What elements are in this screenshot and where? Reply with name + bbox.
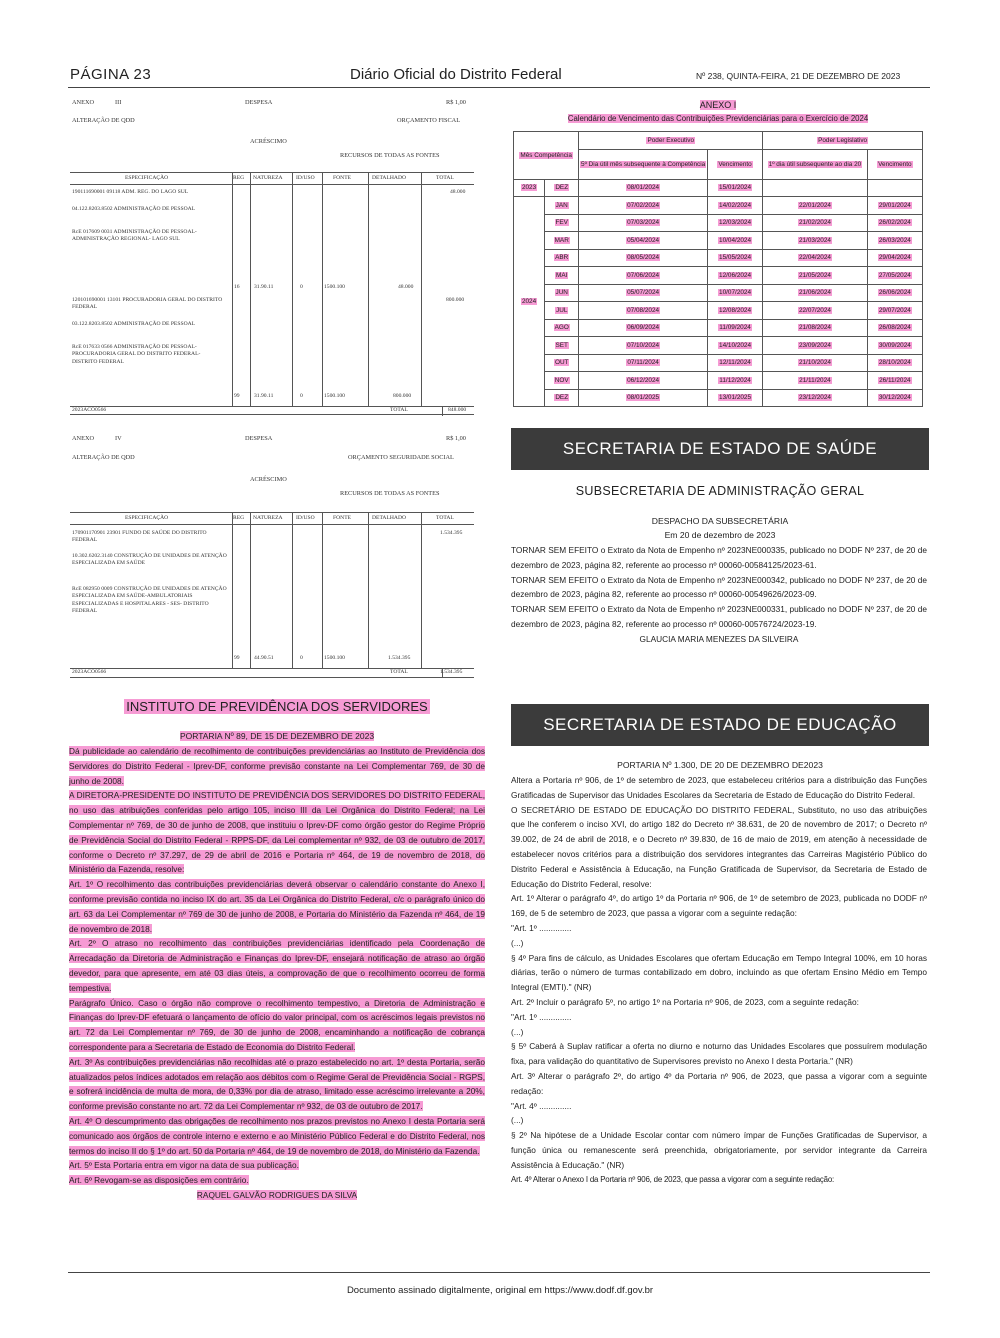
annex4-orcamento: ORÇAMENTO SEGURIDADE SOCIAL [348, 454, 454, 461]
instituto-heading: INSTITUTO DE PREVIDÊNCIA DOS SERVIDORES [126, 699, 428, 714]
annex4-iduso: 0 [300, 655, 303, 661]
annex4-top-total: 1.534.395 [440, 530, 463, 536]
annex3-natureza: 31.90.11 [254, 284, 274, 290]
instituto-paragraph: Art. 6º Revogam-se as disposições em contrário. [69, 1175, 249, 1186]
instituto-body [69, 744, 485, 1203]
page-number: PÁGINA 23 [70, 66, 152, 83]
annex3-orcamento: ORÇAMENTO FISCAL [397, 117, 461, 124]
educacao-paragraph: § 4º Para fins de cálculo, as Unidades Escolares que ofertam Educação em Tempo Integral 100%, em 10 horas diárias, terão o número de turmas contabilizado em dobro, incluindo as que ofertam Ensino Médio em Tempo Integral (EMTI)." (NR) [511, 952, 927, 993]
instituto-paragraph: Art. 4º O descumprimento das obrigações de recolhimento nos prazos previstos no Anexo I desta Portaria será comunicado aos órgãos de controle interno e externo e ao Ministério Público Federal e do Distrito Federal, nos termos do inciso II do § 1º do art. 50 da Portaria nº 464, de 19 de novembro de 2018, do Ministério da Fazenda. [69, 1115, 485, 1156]
annex3-total1: 48.000 [450, 189, 466, 195]
educacao-paragraph: Art. 1º Alterar o parágrafo 4º, do artigo 1º da Portaria nº 906, de 1º de setembro de 2023, publicada no DODF nº 169, de 5 de setembro de 2023, que passa a vigorar com a seguinte redação: [511, 893, 927, 919]
table-row: FEV 07/03/2024 12/03/2024 21/02/2024 26/02/2024 [514, 214, 923, 232]
educacao-paragraph: (...) [511, 1115, 524, 1126]
anexo-i-title-wrap [512, 100, 924, 110]
annex3-anexo: ANEXO [72, 99, 95, 106]
h-mes: Mês Competência [514, 132, 579, 180]
table-row: ABR 08/05/2024 15/05/2024 22/04/2024 29/04/2024 [514, 249, 923, 267]
h-leg-dia: 1º dia útil subsequente ao dia 20 [763, 149, 868, 179]
col-especificacao: ESPECIFICAÇÃO [125, 515, 169, 521]
annex4-despesa: DESPESA [245, 435, 273, 442]
col-detalhado: DETALHADO [372, 515, 407, 521]
annex3-acrescimo: ACRÉSCIMO [250, 138, 287, 145]
annex4-line: 170901170901 23901 FUNDO DE SAÚDE DO DISTRITO FEDERAL [72, 530, 207, 544]
annex4-detalhado: 1.534.395 [388, 655, 411, 661]
instituto-paragraph: Dá publicidade ao calendário de recolhimento de contribuições previdenciárias ao Instituto de Previdência dos Servidores do Distrito Federal - Iprev-DF, conforme previsão constante na Lei Complementar 769, de 30 de junho de 2008. [69, 746, 485, 786]
col-total: TOTAL [436, 515, 454, 521]
saude-body [511, 543, 927, 647]
annex3-fonte: 1500.100 [324, 284, 345, 290]
h-exec: Poder Executivo [579, 132, 763, 150]
annex3-total-label: TOTAL [390, 407, 408, 413]
col-total: TOTAL [436, 175, 454, 181]
annex4-line: RcE 082950 0009 CONSTRUÇÃO DE UNIDADES DE ATENÇÃO ESPECIALIZADA EM SAÚDE-AMBULATORIAIS ESPECIALIZADAS E HOSPITALARES - SES- DISTRITO FEDERAL [72, 586, 227, 615]
col-iduso: ID/USO [296, 175, 315, 181]
table-row: OUT 07/11/2024 12/11/2024 21/10/2024 28/10/2024 [514, 354, 923, 372]
anexo-i-subtitle: Calendário de Vencimento das Contribuições Previdenciárias para o Exercício de 2024 [567, 114, 869, 123]
col-fonte: FONTE [333, 515, 352, 521]
annex3-line: 120101690001 13101 PROCURADORIA GERAL DO DISTRITO FEDERAL [72, 297, 223, 311]
saude-despacho: DESPACHO DA SUBSECRETÁRIA [651, 516, 789, 526]
table-row: MAR 05/04/2024 10/04/2024 21/03/2024 26/03/2024 [514, 232, 923, 250]
educacao-body [511, 773, 927, 1187]
annex3-line: 03.122.8203.8502 ADMINISTRAÇÃO DE PESSOAL [72, 321, 196, 327]
footer-text: Documento assinado digitalmente, original em https://www.dodf.df.gov.br [346, 1285, 654, 1296]
educacao-paragraph: "Art. 1º .............. [511, 922, 572, 933]
annex3-num: III [115, 99, 122, 106]
annex4-natureza: 44.90.51 [254, 655, 274, 661]
instituto-paragraph: Parágrafo Único. Caso o órgão não comprove o recolhimento tempestivo, a Diretoria de Administração e Finanças do Iprev-DF efetuará o lançamento de ofício do valor principal, com os acréscimos legais previstos no art. 72 da Lei Complementar nº 769, de 30 de junho de 2008, encaminhando a notificação de cobrança correspondente para a Secretaria de Estado de Economia do Distrito Federal. [69, 997, 485, 1052]
annex3-detalhado: 48.000 [398, 284, 414, 290]
annex3-line: RcE 017633 0566 ADMINISTRAÇÃO DE PESSOAL- PROCURADORIA GERAL DO DISTRITO FEDERAL- DISTRITO FEDERAL [72, 344, 201, 365]
table-row: DEZ 08/01/2025 13/01/2025 23/12/2024 30/12/2024 [514, 389, 923, 407]
annex3-recursos: RECURSOS DE TODAS AS FONTES [340, 152, 440, 159]
h-venc2: Vencimento [867, 149, 922, 179]
col-fonte: FONTE [333, 175, 352, 181]
annex4-ref: 2023ACO0566 [72, 669, 107, 675]
educacao-paragraph: § 5º Caberá à Suplav ratificar a oferta no diurno e noturno das Unidades Escolares que possuírem modulação fixa, para validação do quantitativo de Supervisores previsto no Anexo I desta Portaria." (NR) [511, 1041, 927, 1067]
anexo-i-table [513, 131, 923, 407]
educacao-paragraph: (...) [511, 1026, 524, 1037]
annex3-reg: 16 [234, 284, 240, 290]
h-venc: Vencimento [707, 149, 762, 179]
instituto-paragraph: Art. 1º O recolhimento das contribuições previdenciárias deverá observar o calendário constante do Anexo I, conforme previsão contida no inciso IX do art. 35 da Lei Orgânica do Distrito Federal, c/c o parágrafo único do art. 63 da Lei Complementar nº 769 de 30 de junho de 2008, e Portaria do Ministério da Fazenda nº 464, de 19 de novembro de 2018. [69, 879, 485, 934]
instituto-paragraph: Art. 3º As contribuições previdenciárias não recolhidas até o prazo estabelecido no art. 1º desta Portaria, serão atualizados pelos índices adotados em relação aos débitos com o Regime Geral de Previdência Social - RGPS, e sofrerá incidência de multa de mora, de 0,33% por dia de atraso, limitado esse acréscimo irrelevante a 20%, conforme previsão constante no art. 72 da Lei Complementar nº 932, de 03 de outubro de 2017. [69, 1056, 485, 1112]
annex3-natureza: 31.90.11 [254, 393, 274, 399]
annex3-reg: 99 [234, 393, 240, 399]
educacao-paragraph: (...) [511, 937, 524, 948]
annex3-alteracao: ALTERAÇÃO DE QDD [72, 117, 135, 124]
annex4-alteracao: ALTERAÇÃO DE QDD [72, 454, 135, 461]
annex4-fonte: 1500.100 [324, 655, 345, 661]
instituto-paragraph: Art. 2º O atraso no recolhimento das contribuições previdenciárias identificado pela Coordenação de Arrecadação da Diretoria de Administração e Finanças do Iprev-DF, ensejará notificação de atraso ao órgão devedor, para que apresente, em até 03 dias úteis, a comprovação de que o recolhimento ocorreu de forma tempestiva. [69, 938, 485, 993]
annex4-total: 1.534.395 [440, 669, 463, 675]
col-natureza: NATUREZA [253, 515, 283, 521]
col-natureza: NATUREZA [253, 175, 283, 181]
annex3-line: 190111690001 09118 ADM. REG. DO LAGO SUL [72, 189, 189, 195]
annex3-total: 848.000 [448, 407, 467, 413]
journal-title: Diário Oficial do Distrito Federal [350, 66, 562, 83]
table-row: 2023 DEZ 08/01/2024 15/01/2024 [514, 179, 923, 197]
instituto-paragraph: Art. 5º Esta Portaria entra em vigor na data de sua publicação. [69, 1160, 299, 1171]
instituto-paragraph: A DIRETORA-PRESIDENTE DO INSTITUTO DE PREVIDÊNCIA DOS SERVIDORES DO DISTRITO FEDERAL, no uso das atribuições conferidas pelo artigo 105, inciso III da Lei Orgânica do Distrito Federal; na Lei Complementar nº 769, de 30 de junho de 2008, que instituiu o Iprev-DF como órgão gestor do Regime Próprio de Previdência Social do Distrito Federal - RPPS-DF, da Lei complementar nº 932, de 03 de outubro de 2017, conforme o Decreto nº 37.297, de 29 de abril de 2016 e Portaria nº 464, de 19 de novembro de 2018, do Ministério da Fazenda, resolve: [69, 790, 485, 875]
educacao-banner: SECRETARIA DE ESTADO DE EDUCAÇÃO [511, 704, 929, 746]
col-especificacao: ESPECIFICAÇÃO [125, 175, 169, 181]
educacao-paragraph: Art. 4º Alterar o Anexo I da Portaria nº 906, de 2023, que passa a vigorar com a seguinte redação: [511, 1174, 835, 1184]
instituto-signer: RAQUEL GALVÃO RODRIGUES DA SILVA [196, 1189, 358, 1200]
h-exec-dia: 5º Dia útil mês subsequente à Competência [579, 149, 708, 179]
annex3-line: RcE 017609 0031 ADMINISTRAÇÃO DE PESSOAL- ADMINISTRAÇÃO REGIONAL- LAGO SUL [72, 229, 197, 243]
table-row: SET 07/10/2024 14/10/2024 23/09/2024 30/09/2024 [514, 337, 923, 355]
annex3-line: 04.122.8203.8502 ADMINISTRAÇÃO DE PESSOAL [72, 206, 196, 212]
col-iduso: ID/USO [296, 515, 315, 521]
educacao-paragraph: "Art. 4º .............. [511, 1100, 572, 1111]
footer-divider [68, 1272, 930, 1273]
table-row: JUN 05/07/2024 10/07/2024 21/06/2024 26/06/2024 [514, 284, 923, 302]
instituto-portaria-wrap [68, 731, 486, 741]
annex3-despesa: DESPESA [245, 99, 273, 106]
educacao-paragraph: § 2º Na hipótese de a Unidade Escolar contar com número ímpar de Funções Gratificadas de Supervisor, a função única ou remanescente será preenchida, obrigatoriamente, por servidor integrante da Carreira Assistência à Educação." (NR) [511, 1130, 927, 1170]
year-cell: 2024 [514, 197, 545, 407]
educacao-paragraph: O SECRETÁRIO DE ESTADO DE EDUCAÇÃO DO DISTRITO FEDERAL, Substituto, no uso das atribuições que lhe conferem o inciso XVI, do artigo 182 do Decreto nº 38.631, de 20 de novembro de 2017; o Decreto nº 39.002, de 24 de abril de 2018, e o Decreto nº 39.830, de 16 de maio de 2019, em atenção à necessidade de estabelecer novos critérios para a distribuição dos servidores integrantes das Carreiras Magistério Público do Distrito Federal e Assistência à Educação, na Função Gratificada de Supervisor, da Secretaria de Estado de Educação do Distrito Federal, resolve: [511, 804, 927, 889]
saude-sub: SUBSECRETARIA DE ADMINISTRAÇÃO GERAL [575, 484, 865, 498]
saude-banner: SECRETARIA DE ESTADO DE SAÚDE [511, 428, 929, 470]
saude-date: Em 20 de dezembro de 2023 [664, 530, 776, 540]
edition-date: Nº 238, QUINTA-FEIRA, 21 DE DEZEMBRO DE 2023 [696, 71, 901, 81]
h-leg: Poder Legislativo [763, 132, 923, 150]
annex3-iduso: 0 [300, 393, 303, 399]
educacao-paragraph: Altera a Portaria nº 906, de 1º de setembro de 2023, que estabeleceu critérios para a distribuição das Funções Gratificadas de Supervisor das Unidades Escolares da Secretaria de Estado de Educação do Distrito Federal. [511, 775, 927, 800]
annex4-acrescimo: ACRÉSCIMO [250, 476, 287, 483]
annex3-total2: 800.000 [446, 297, 465, 303]
table-row: JUL 07/08/2024 12/08/2024 22/07/2024 29/07/2024 [514, 302, 923, 320]
header-divider [68, 87, 930, 88]
annex3-fonte: 1500.100 [324, 393, 345, 399]
saude-paragraph: TORNAR SEM EFEITO o Extrato da Nota de Empenho nº 2023NE000342, publicado no DODF Nº 237, de 20 de dezembro de 2023, página 82, referente ao processo nº 00060-00549626/2023-09. [511, 574, 927, 600]
annex4-anexo: ANEXO [72, 435, 95, 442]
annex3-detalhado: 800.000 [393, 393, 412, 399]
table-row: AGO 06/09/2024 11/09/2024 21/08/2024 26/08/2024 [514, 319, 923, 337]
anexo-i-subtitle-wrap [512, 114, 924, 123]
annex3-unit: R$ 1,00 [446, 99, 466, 106]
table-row: MAI 07/06/2024 12/06/2024 21/05/2024 27/05/2024 [514, 267, 923, 285]
educacao-portaria: PORTARIA Nº 1.300, DE 20 DE DEZEMBRO DE2023 [617, 760, 823, 770]
col-reg: REG [233, 515, 245, 521]
saude-paragraph: TORNAR SEM EFEITO o Extrato da Nota de Empenho nº 2023NE000331, publicado no DODF Nº 237, de 20 de dezembro de 2023, página 82, referente ao processo nº 00060-00576724/2023-19. [511, 604, 927, 629]
saude-paragraph: TORNAR SEM EFEITO o Extrato da Nota de Empenho nº 2023NE000335, publicado no DODF Nº 237, de 20 de dezembro de 2023, página 82, referente ao processo nº 00060-00584125/2023-61. [511, 545, 927, 570]
instituto-portaria: PORTARIA Nº 89, DE 15 DE DEZEMBRO DE 2023 [179, 731, 375, 741]
anexo-i-title: ANEXO I [699, 100, 737, 110]
annex4-line: 10.302.6202.3140 CONSTRUÇÃO DE UNIDADES DE ATENÇÃO ESPECIALIZADA EM SAÚDE [72, 553, 227, 567]
year-cell: 2023 [514, 179, 545, 197]
table-row: NOV 06/12/2024 11/12/2024 21/11/2024 26/11/2024 [514, 372, 923, 390]
educacao-paragraph: Art. 2º Incluir o parágrafo 5º, no artigo 1º na Portaria nº 906, de 2023, com a seguinte redação: [511, 996, 859, 1007]
col-detalhado: DETALHADO [372, 175, 407, 181]
educacao-paragraph: Art. 3º Alterar o parágrafo 2º, do artigo 4º da Portaria nº 906, de 2023, que passa a vigorar com a seguinte redação: [511, 1070, 927, 1096]
educacao-paragraph: "Art. 1º .............. [511, 1011, 572, 1022]
annex4-recursos: RECURSOS DE TODAS AS FONTES [340, 490, 440, 497]
annex4-unit: R$ 1,00 [446, 435, 466, 442]
saude-signer: GLAUCIA MARIA MENEZES DA SILVEIRA [639, 633, 799, 644]
annex3-iduso: 0 [300, 284, 303, 290]
annex4-total-label: TOTAL [390, 669, 408, 675]
annex4-num: IV [115, 435, 122, 442]
col-reg: REG [233, 175, 245, 181]
annex3-ref: 2023ACO0566 [72, 407, 107, 413]
table-row: 2024 JAN 07/02/2024 14/02/2024 22/01/2024 29/01/2024 [514, 197, 923, 215]
instituto-heading-wrap [68, 698, 486, 716]
annex4-reg: 99 [234, 655, 240, 661]
